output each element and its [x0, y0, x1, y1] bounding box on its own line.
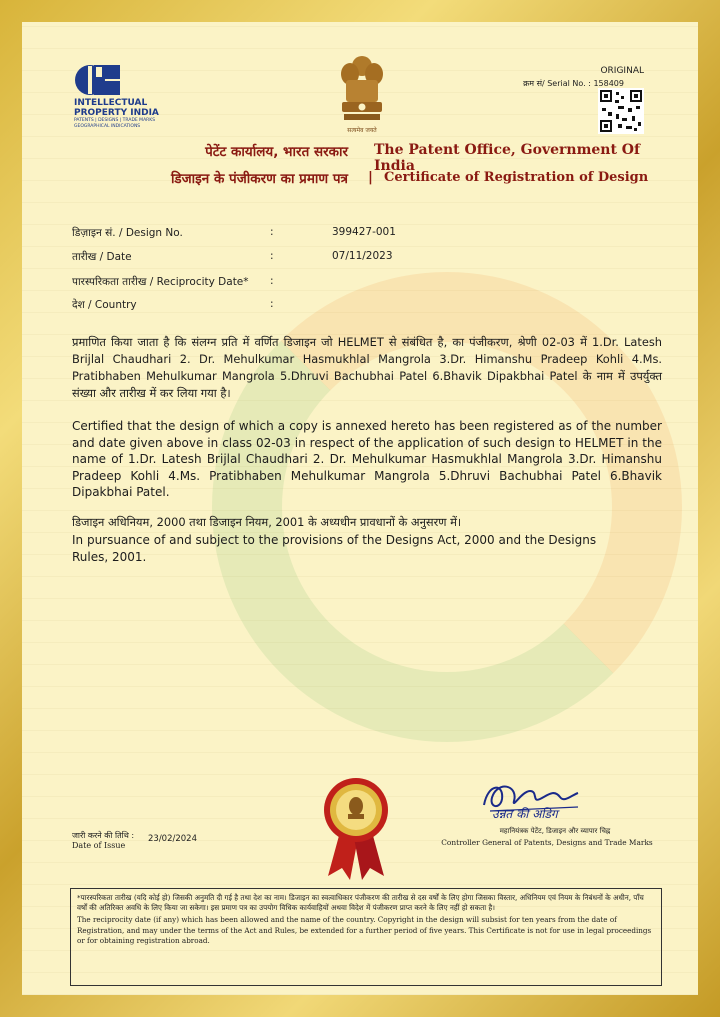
field-reciprocity-date-label: पारस्परिकता तारीख / Reciprocity Date*	[72, 276, 249, 288]
controller-title-english: Controller General of Patents, Designs and Trade Marks	[441, 838, 653, 847]
title-separator: |	[368, 169, 373, 185]
field-date-value: 07/11/2023	[332, 250, 393, 262]
issue-date-label-hindi: जारी करने की तिथि :	[72, 831, 135, 840]
field-country-colon: :	[270, 298, 274, 310]
certificate-title-english: Certificate of Registration of Design	[384, 170, 649, 185]
footnote-box	[70, 888, 662, 986]
certification-text-english: Certified that the design of which a copy is annexed hereto has been registered as of the number and date given above in class 02-03 in respect of the application of such design to HELMET in the name of 1.Dr. Latesh Brijlal Chaudhari 2. Dr. Mehulkumar Hasmukhlal Mangrola 3.Dr. Himanshu Pradeep Kohli 4.Ms. Pratibhaben Mehulkumar Mangrola 5.Dhruvi Bachubhai Patel 6.Bhavik Dipakbhai Patel.	[72, 419, 662, 499]
signature-script-text: उन्नत की अडिग	[492, 807, 558, 821]
certification-text-hindi: प्रमाणित किया जाता है कि संलग्न प्रति में वर्णित डिजाइन जो HELMET से संबंधित है, का पंजीकरण, श्रेणी 02-03 में 1.Dr. Latesh Brijlal Chaudhari 2. Dr. Mehulkumar Hasmukhlal Mangrola 3.Dr. Himanshu Pradeep Kohli 4.Ms. Pratibhaben Mehulkumar Mangrola 5.Dhruvi Bachubhai Patel 6.Bhavik Dipakbhai Patel के नाम में उपर्युक्त संख्या और तारीख में कर लिया गया है।	[72, 335, 662, 400]
office-title-english: The Patent Office, Government Of India	[374, 142, 641, 174]
issue-date-label-english: Date of Issue	[72, 841, 126, 850]
logo-tagline2: GEOGRAPHICAL INDICATIONS	[74, 124, 141, 129]
logo-org-line1: INTELLECTUAL	[74, 98, 148, 108]
logo-tagline1: PATENTS | DESIGNS | TRADE MARKS	[74, 118, 156, 123]
footnote-hindi: *पारस्परिकता तारीख (यदि कोई हो) जिसकी अनुमति दी गई है तथा देश का नाम। डिजाइन का स्वत्वाधिकार पंजीकरण की तारीख से दस वर्षों के लिए होगा जिसका विस्तार, अधिनियम एवं नियम के निबंधनों के अधीन, पाँच वर्षों की अतिरिक्त अवधि के लिए किया जा सकेगा। इस प्रमाण पत्र का उपयोग विधिक कार्यवाहियों अथवा विदेश में पंजीकरण प्राप्त करने के लिए नहीं हो सकता है।	[77, 893, 644, 913]
issue-date-value: 23/02/2024	[148, 834, 197, 844]
field-design-no-colon: :	[270, 226, 274, 238]
serial-number: क्रम सं/ Serial No. : 158409	[523, 79, 624, 88]
pursuance-text-hindi: डिजाइन अधिनियम, 2000 तथा डिजाइन नियम, 2001 के अध्यधीन प्रावधानों के अनुसरण में।	[72, 515, 462, 529]
ip-india-logo-mark-icon	[74, 62, 122, 98]
field-reciprocity-date-colon: :	[270, 275, 274, 287]
logo-org-line2: PROPERTY INDIA	[74, 108, 159, 118]
pursuance-text-english: In pursuance of and subject to the provisions of the Designs Act, 2000 and the Designs Rules, 2001.	[72, 533, 597, 564]
emblem-caption: सत्यमेव जयते	[347, 127, 377, 134]
certificate-paper	[22, 22, 698, 995]
qr-code-icon	[598, 88, 644, 134]
ip-india-logo	[74, 62, 174, 130]
certificate-title-hindi: डिजाइन के पंजीकरण का प्रमाण पत्र	[170, 171, 348, 187]
field-country-label: देश / Country	[72, 299, 137, 311]
official-seal-icon	[320, 772, 392, 882]
field-design-no-value: 399427-001	[332, 226, 396, 238]
controller-title-hindi: महानियंत्रक पेटेंट, डिजाइन और व्यापार चिह्न	[499, 827, 611, 835]
field-date-colon: :	[270, 250, 274, 262]
national-emblem-icon	[334, 52, 390, 132]
footnote-english: The reciprocity date (if any) which has been allowed and the name of the country. Copyright in the design will subsist for ten years from the date of Registration, and may under the terms of the Act and Rules, be extended for a further period of five years. This Certificate is not for use in legal proceedings or for obtaining registration abroad.	[77, 915, 652, 945]
field-design-no-label: डिज़ाइन सं. / Design No.	[72, 227, 183, 239]
field-date-label: तारीख / Date	[72, 251, 132, 263]
office-title-hindi: पेटेंट कार्यालय, भारत सरकार	[205, 144, 348, 160]
original-label: ORIGINAL	[600, 66, 644, 76]
